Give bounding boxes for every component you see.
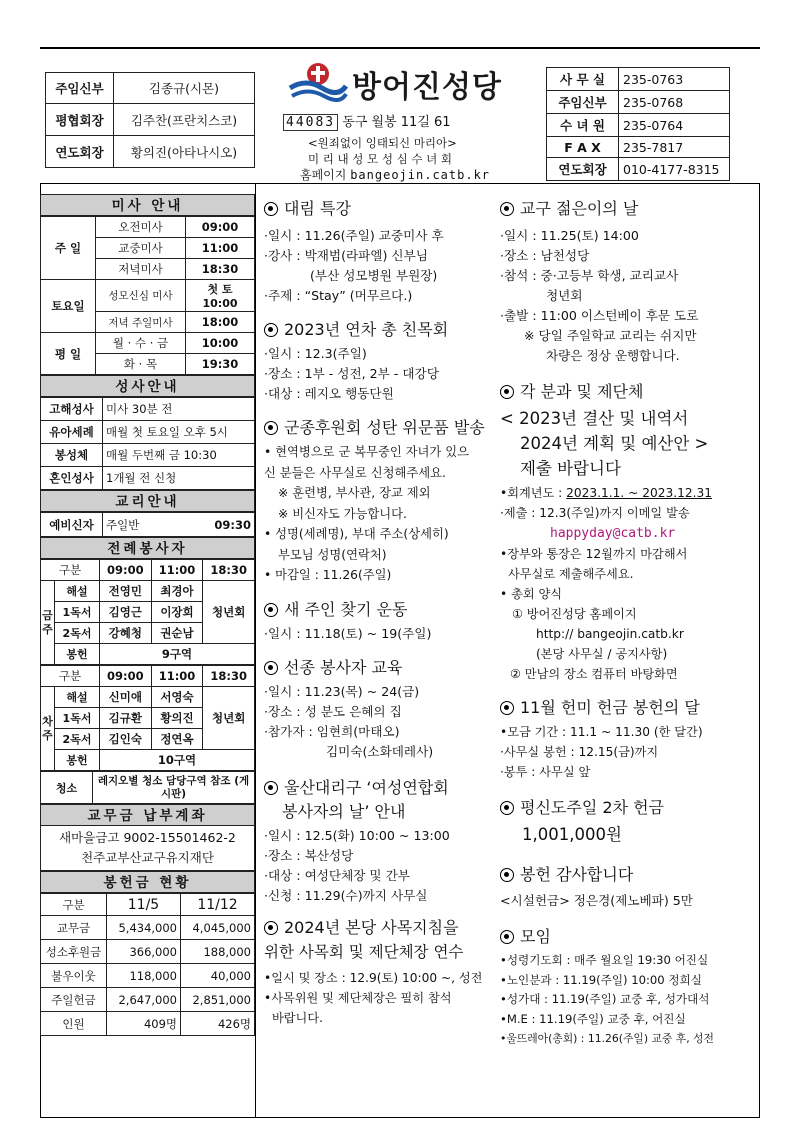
offering-amount: 188,000 xyxy=(181,940,255,964)
sacrament-info: 매월 첫 토요일 오후 5시 xyxy=(103,421,255,444)
contact-box xyxy=(546,67,730,181)
ulsan-title-2: 봉사자의 날’ 안내 xyxy=(282,801,406,821)
ulsan-title-1: 울산대리구 ‘여성연합회 xyxy=(284,777,449,797)
ulsan-line: ·일시 : 12.5(화) 10:00 ~ 13:00 xyxy=(264,827,450,843)
bullet-icon xyxy=(500,930,514,944)
this-week-label: 금주 xyxy=(41,581,55,665)
mission-line: 김미숙(소화데레사) xyxy=(326,743,434,759)
dues-account: 새마을금고 9002-15501462-2 xyxy=(59,830,236,845)
bullet-icon xyxy=(500,801,514,815)
evening-server: 청년회 xyxy=(203,581,255,644)
leader-label: 평협회장 xyxy=(46,104,114,136)
mass-time: 11:00 xyxy=(186,238,255,259)
offering-col: 11/12 xyxy=(181,894,255,916)
contact-value: 235-7817 xyxy=(619,137,730,158)
top-rule xyxy=(40,47,760,49)
dues-title: 교무금 납부계좌 xyxy=(40,804,255,826)
newowner-heading xyxy=(264,598,496,622)
meeting-line: •울뜨레아(총회) : 11.26(주일) 교중 후, 성전 xyxy=(500,1032,714,1045)
plan-line: 바랍니다. xyxy=(272,1010,323,1025)
homepage-line xyxy=(300,166,490,183)
server-name: 김인숙 xyxy=(100,729,152,750)
cleaning-text: 레지오별 청소 담당구역 참조 (게시판) xyxy=(93,772,255,804)
groups-line: • 총회 양식 xyxy=(500,587,563,601)
offering-amount: 4,045,000 xyxy=(181,916,255,940)
mass-name: 화 · 목 xyxy=(96,354,186,375)
plan-title-2: 위한 사목회 및 제단체장 연수 xyxy=(264,942,464,961)
mission-line: ·일시 : 11.23(목) ~ 24(금) xyxy=(264,683,420,699)
offering-zone: 10구역 xyxy=(100,750,255,771)
homepage-url[interactable]: bangeojin.catb.kr xyxy=(350,168,491,182)
bullet-icon xyxy=(500,868,514,882)
leader-value: 황의진(아타나시오) xyxy=(114,136,255,168)
offering-role: 봉헌 xyxy=(55,644,100,665)
evening-server: 청년회 xyxy=(203,687,255,750)
right-column xyxy=(500,197,756,1049)
ulsan-line: ·장소 : 복산성당 xyxy=(264,847,354,863)
homepage-link[interactable]: http:// bangeojin.catb.kr xyxy=(536,627,684,641)
military-line: ※ 훈련병, 부사관, 장교 제외 xyxy=(278,486,431,500)
offering-item: 성소후원금 xyxy=(41,940,107,964)
server-name: 정연옥 xyxy=(151,729,203,750)
year-end-heading xyxy=(264,318,496,342)
contact-value: 235-0768 xyxy=(619,91,730,114)
offering-amount: 5,434,000 xyxy=(107,916,181,940)
offering-amount: 2,647,000 xyxy=(107,988,181,1012)
leader-value: 김종규(시몬) xyxy=(114,73,255,104)
server-role: 2독서 xyxy=(55,729,100,750)
rice-title: 11월 헌미 헌금 봉헌의 달 xyxy=(520,698,700,717)
mass-name: 월 · 수 · 금 xyxy=(96,333,186,354)
thanks-heading xyxy=(500,863,756,887)
mass-time: 10:00 xyxy=(186,333,255,354)
military-heading xyxy=(264,416,496,440)
lay-heading xyxy=(500,796,756,820)
cleaning-table xyxy=(40,771,255,804)
server-name: 김영근 xyxy=(100,602,152,623)
servers-col: 구분 xyxy=(41,560,100,581)
servers-col: 11:00 xyxy=(151,560,203,581)
bullet-icon xyxy=(264,661,278,675)
offering-amount: 2,851,000 xyxy=(181,988,255,1012)
military-title: 군종후원회 성탄 위문품 발송 xyxy=(284,418,485,437)
address: 동구 월봉 11길 61 xyxy=(342,115,451,130)
server-role: 1독서 xyxy=(55,602,100,623)
rice-line: ·사무실 봉헌 : 12.15(금)까지 xyxy=(500,745,659,759)
military-line: 신 분들은 사무실로 신청해주세요. xyxy=(264,465,446,480)
offering-table xyxy=(40,893,255,1036)
email-link[interactable]: happyday@catb.kr xyxy=(550,526,676,541)
mass-time: 18:30 xyxy=(186,259,255,280)
sidebar xyxy=(40,194,255,1036)
sisters-line: 미 리 내 성 모 성 심 수 녀 회 xyxy=(308,152,452,166)
offering-col: 11/5 xyxy=(107,894,181,916)
groups-line: ① 방어진성당 홈페이지 xyxy=(512,607,637,621)
youth-line: ·출발 : 11:00 이스턴베이 후문 도로 xyxy=(500,308,699,323)
plan-line: •사목위원 및 제단체장은 필히 참석 xyxy=(264,990,452,1005)
bullet-icon xyxy=(500,202,514,216)
bullet-icon xyxy=(500,385,514,399)
thanks-title: 봉헌 감사합니다 xyxy=(520,865,634,884)
server-name: 황의진 xyxy=(151,708,203,729)
bullet-icon xyxy=(264,603,278,617)
dues-owner: 천주교부산교구유지재단 xyxy=(81,850,214,865)
contact-value: 235-0763 xyxy=(619,68,730,91)
bullet-icon xyxy=(264,323,278,337)
youth-line: ·장소 : 남천성당 xyxy=(500,248,590,263)
weekday-label: 평 일 xyxy=(41,333,96,375)
server-name: 최경아 xyxy=(151,581,203,602)
sacrament-info: 1개월 전 신청 xyxy=(103,467,255,490)
advent-line: ·일시 : 11.26(주일) 교중미사 후 xyxy=(264,228,444,243)
ulsan-heading xyxy=(264,776,496,800)
server-name: 김규환 xyxy=(100,708,152,729)
doctrine-label: 예비신자 xyxy=(41,513,103,537)
rice-line: ·봉투 : 사무실 앞 xyxy=(500,765,591,779)
meeting-line: •성가대 : 11.19(주일) 교중 후, 성가대석 xyxy=(500,992,710,1006)
offering-role: 봉헌 xyxy=(55,750,100,771)
advent-line: (부산 성모병원 부원장) xyxy=(310,268,438,283)
mass-time: 19:30 xyxy=(186,354,255,375)
year-end-line: ·일시 : 12.3(주일) xyxy=(264,346,367,361)
church-logo-icon xyxy=(288,60,348,104)
server-name: 신미애 xyxy=(100,687,152,708)
groups-notice: < 2023년 결산 및 내역서 xyxy=(500,409,689,428)
mass-time: 09:00 xyxy=(186,217,255,238)
mass-name: 성모신심 미사 xyxy=(96,280,186,312)
military-line: • 현역병으로 군 복무중인 자녀가 있으 xyxy=(264,445,469,459)
advent-line: ·강사 : 박재범(라파엘) 신부님 xyxy=(264,248,428,263)
servers-col: 11:00 xyxy=(151,666,203,687)
youth-line: ·참석 : 중·고등부 학생, 교리교사 xyxy=(500,268,679,283)
server-role: 1독서 xyxy=(55,708,100,729)
server-role: 해설 xyxy=(55,687,100,708)
mass-name: 교중미사 xyxy=(96,238,186,259)
year-end-line: ·대상 : 레지오 행동단원 xyxy=(264,386,394,401)
mass-title: 미사 안내 xyxy=(40,194,255,216)
mass-name: 오전미사 xyxy=(96,217,186,238)
offering-amount: 409명 xyxy=(107,1012,181,1036)
newowner-line: ·일시 : 11.18(토) ~ 19(주일) xyxy=(264,625,432,641)
server-role: 해설 xyxy=(55,581,100,602)
mass-time: 18:00 xyxy=(186,312,255,333)
server-role: 2독서 xyxy=(55,623,100,644)
offering-item: 인원 xyxy=(41,1012,107,1036)
groups-line: 사무실로 제출해주세요. xyxy=(508,567,634,581)
servers-col: 09:00 xyxy=(100,666,152,687)
contact-value: 010-4177-8315 xyxy=(619,158,730,181)
youth-line: 차량은 정상 운행합니다. xyxy=(546,348,680,363)
offering-item: 교무금 xyxy=(41,916,107,940)
mass-name: 저녁미사 xyxy=(96,259,186,280)
offering-col: 구분 xyxy=(41,894,107,916)
contact-label: 주임신부 xyxy=(547,91,619,114)
newowner-title: 새 주인 찾기 운동 xyxy=(284,599,408,619)
servers-col: 18:30 xyxy=(203,666,255,687)
groups-notice: 제출 바랍니다 xyxy=(520,459,621,478)
offering-zone: 9구역 xyxy=(100,644,255,665)
column-divider xyxy=(255,183,256,1118)
thanks-line: <시설헌금> 정은경(제노베파) 5만 xyxy=(500,893,693,908)
sacrament-name: 혼인성사 xyxy=(41,467,103,490)
offering-amount: 40,000 xyxy=(181,964,255,988)
youth-line: ·일시 : 11.25(토) 14:00 xyxy=(500,228,639,243)
year-end-line: ·장소 : 1부 - 성전, 2부 - 대강당 xyxy=(264,366,439,381)
meeting-line: •M.E : 11.19(주일) 교중 후, 어진실 xyxy=(500,1011,686,1026)
servers-col: 09:00 xyxy=(100,560,152,581)
sacrament-name: 봉성체 xyxy=(41,444,103,467)
servers-table-this-week xyxy=(40,559,255,665)
offering-amount: 118,000 xyxy=(107,964,181,988)
cleaning-label: 청소 xyxy=(41,772,93,804)
meeting-line: •성령기도회 : 매주 월요일 19:30 어진실 xyxy=(500,953,709,967)
contact-label: F A X xyxy=(547,137,619,158)
groups-heading xyxy=(500,380,756,404)
doctrine-class: 주일반 xyxy=(103,513,176,537)
leader-label: 연도회장 xyxy=(46,136,114,168)
sacrament-title: 성사안내 xyxy=(40,375,255,397)
postal-code: 44083 xyxy=(283,114,338,131)
servers-col: 18:30 xyxy=(203,560,255,581)
groups-line: ② 만남의 장소 컴퓨터 바탕화면 xyxy=(510,667,678,681)
plan-title-1: 2024년 본당 사목지침을 xyxy=(284,917,459,937)
homepage-label: 홈페이지 xyxy=(300,168,347,182)
youth-line: ※ 당일 주일학교 교리는 쉬지만 xyxy=(524,328,697,343)
leader-label: 주임신부 xyxy=(46,73,114,104)
contact-label: 사 무 실 xyxy=(547,68,619,91)
church-name: 방어진성당 xyxy=(352,70,502,105)
lay-amount: 1,001,000원 xyxy=(522,825,622,844)
plan-line: •일시 및 장소 : 12.9(토) 10:00 ~, 성전 xyxy=(264,970,483,985)
doctrine-title: 교리안내 xyxy=(40,490,255,512)
advent-heading xyxy=(264,197,496,221)
server-name: 서영숙 xyxy=(151,687,203,708)
servers-table-next-week xyxy=(40,665,255,771)
sacrament-info: 매월 두번째 금 10:30 xyxy=(103,444,255,467)
advent-title: 대림 특강 xyxy=(284,199,351,218)
mass-time: 첫 토 10:00 xyxy=(186,280,255,312)
groups-line: •장부와 통장은 12월까지 마감해서 xyxy=(500,547,688,561)
meeting-line: •노인분과 : 11.19(주일) 10:00 정희실 xyxy=(500,972,702,987)
offering-item: 불우이웃 xyxy=(41,964,107,988)
fiscal-period: 2023.1.1. ~ 2023.12.31 xyxy=(566,486,713,500)
contact-value: 235-0764 xyxy=(619,114,730,137)
server-name: 강혜청 xyxy=(100,623,152,644)
server-name: 이장희 xyxy=(151,602,203,623)
military-line: 부모님 성명(연락처) xyxy=(278,547,387,562)
rice-heading xyxy=(500,696,756,720)
leader-box xyxy=(45,72,255,168)
contact-label: 연도회장 xyxy=(547,158,619,181)
mission-line: ·장소 : 성 분도 은혜의 집 xyxy=(264,703,402,719)
meeting-title: 모임 xyxy=(520,927,551,946)
year-end-title: 2023년 연차 총 친목회 xyxy=(284,320,449,339)
advent-line: ·주제 : “Stay” (머무르다.) xyxy=(264,288,413,303)
groups-title: 각 분과 및 제단체 xyxy=(520,382,644,401)
sacrament-name: 유아세례 xyxy=(41,421,103,444)
servers-col: 구분 xyxy=(41,666,100,687)
mission-title: 선종 봉사자 교육 xyxy=(284,657,403,677)
sunday-label: 주 일 xyxy=(41,217,96,280)
meeting-heading xyxy=(500,925,756,949)
sacrament-info: 미사 30분 전 xyxy=(103,398,255,421)
bullet-icon xyxy=(264,202,278,216)
ulsan-line: ·대상 : 여성단체장 및 간부 xyxy=(264,867,410,883)
server-name: 전영민 xyxy=(100,581,152,602)
military-line: ※ 비신자도 가능합니다. xyxy=(278,506,407,521)
offering-title: 봉헌금 현황 xyxy=(40,871,255,893)
leader-value: 김주찬(프란치스코) xyxy=(114,104,255,136)
fiscal-label: •회계년도 : xyxy=(500,486,567,500)
server-name: 권순남 xyxy=(151,623,203,644)
middle-column xyxy=(264,197,496,1028)
contact-label: 수 녀 원 xyxy=(547,114,619,137)
sacrament-table xyxy=(40,397,255,490)
groups-line: (본당 사무실 / 공지사항) xyxy=(536,647,668,661)
doctrine-table xyxy=(40,512,255,537)
youth-title: 교구 젊은이의 날 xyxy=(520,199,639,218)
bullet-icon xyxy=(264,781,278,795)
mission-line: ·참가자 : 임현희(마태오) xyxy=(264,723,400,739)
youth-line: 청년회 xyxy=(546,288,583,303)
sacrament-name: 고해성사 xyxy=(41,398,103,421)
rice-line: •모금 기간 : 11.1 ~ 11.30 (한 달간) xyxy=(500,725,703,739)
submit-line: ·제출 : 12.3(주일)까지 이메일 발송 xyxy=(500,506,690,520)
plan-heading xyxy=(264,916,496,940)
offering-amount: 426명 xyxy=(181,1012,255,1036)
doctrine-time: 09:30 xyxy=(175,513,254,537)
bullet-icon xyxy=(500,701,514,715)
mass-table xyxy=(40,216,255,375)
offering-item: 주일헌금 xyxy=(41,988,107,1012)
address-line xyxy=(283,111,451,130)
bullet-icon xyxy=(264,921,278,935)
mass-name: 저녁 주일미사 xyxy=(96,312,186,333)
motto: <원죄없이 잉태되신 마리아> xyxy=(308,136,457,150)
military-line: • 마감일 : 11.26(주일) xyxy=(264,568,392,582)
offering-amount: 366,000 xyxy=(107,940,181,964)
bullet-icon xyxy=(264,421,278,435)
groups-notice: 2024년 계획 및 예산안 > xyxy=(520,434,709,453)
lay-title: 평신도주일 2차 헌금 xyxy=(520,798,664,817)
servers-title: 전례봉사자 xyxy=(40,537,255,559)
next-week-label: 차주 xyxy=(41,687,55,771)
mission-heading xyxy=(264,656,496,680)
ulsan-line: ·신청 : 11.29(수)까지 사무실 xyxy=(264,887,428,903)
youth-heading xyxy=(500,197,756,221)
military-line: • 성명(세례명), 부대 주소(상세히) xyxy=(264,527,449,541)
saturday-label: 토요일 xyxy=(41,280,96,333)
